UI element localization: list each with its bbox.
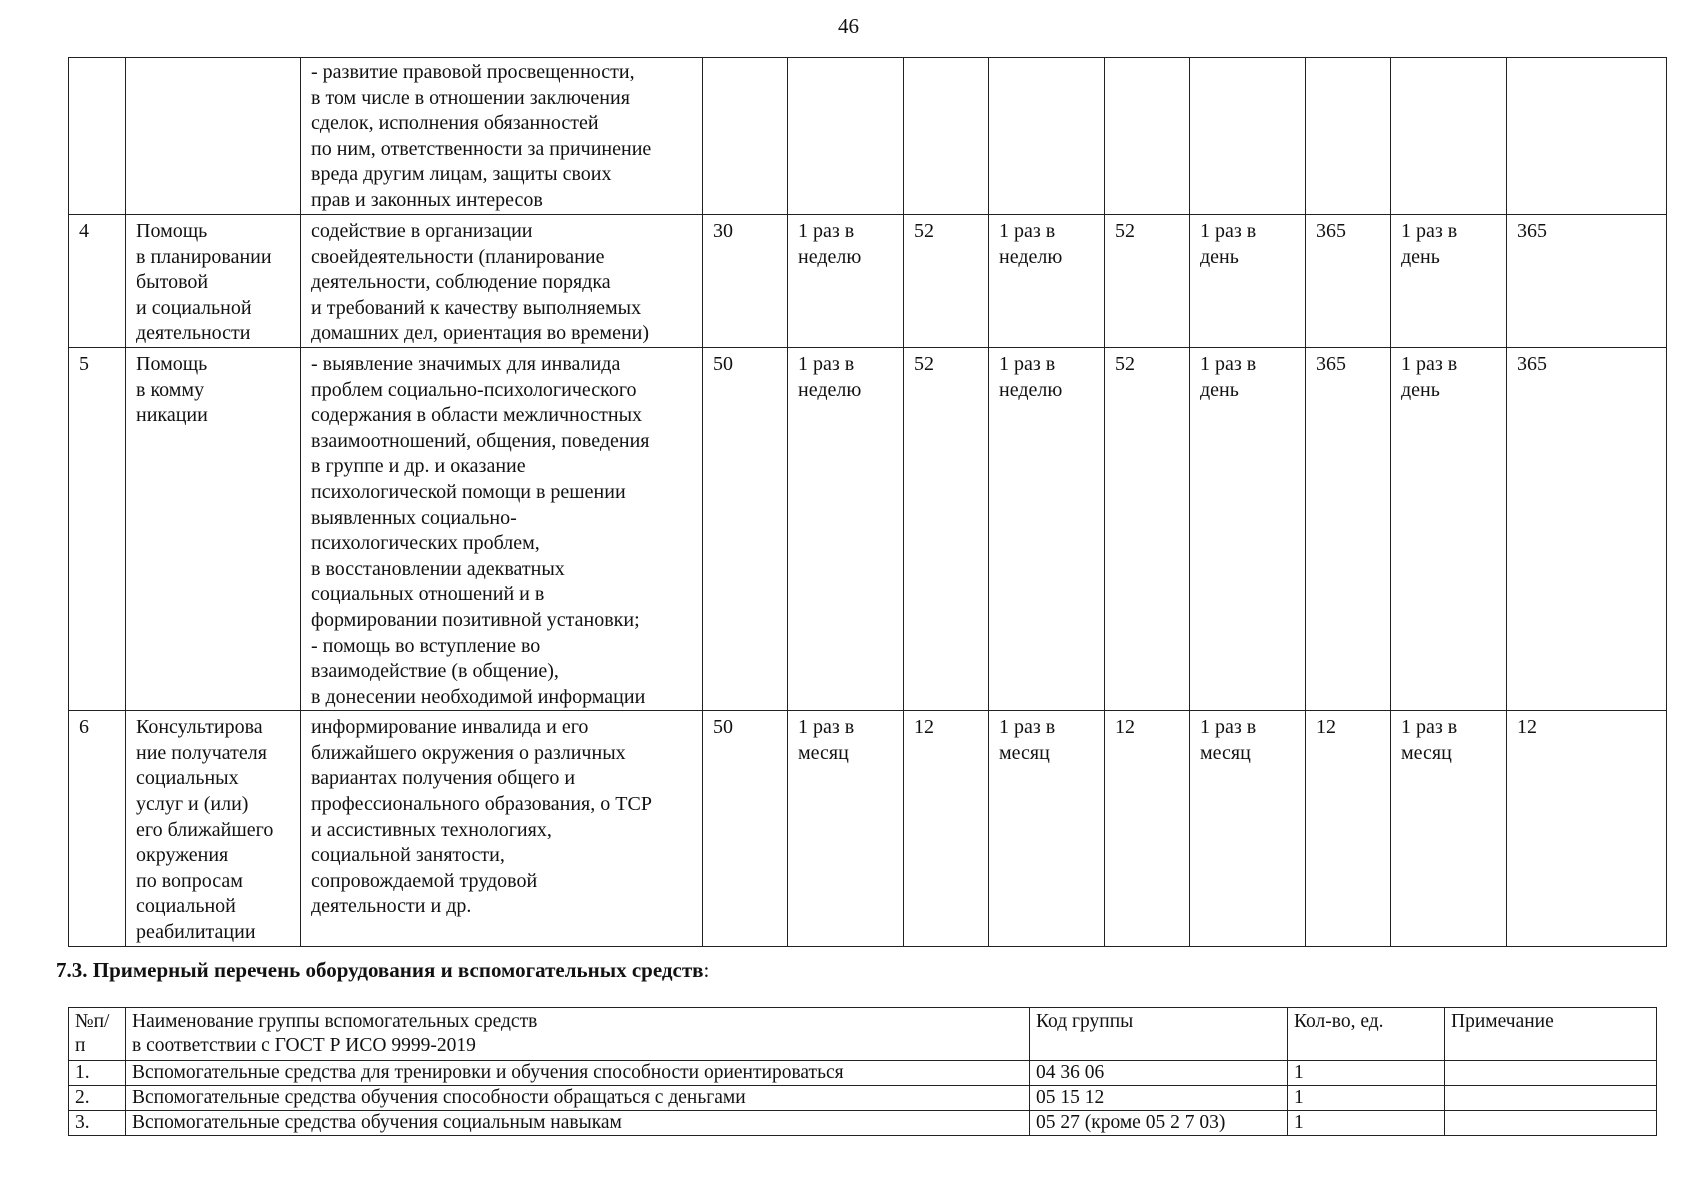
- frequency-cell: [989, 58, 1105, 215]
- table-row: [69, 347, 1667, 710]
- row-number: 6: [69, 711, 126, 946]
- group-code: 05 15 12: [1030, 1086, 1288, 1111]
- equipment-table: [68, 1007, 1657, 1136]
- service-duration: 30: [703, 215, 788, 348]
- count-cell: 52: [1105, 215, 1190, 348]
- header-note: Примечание: [1445, 1008, 1657, 1061]
- count-cell: 52: [904, 215, 989, 348]
- count-cell: 12: [1507, 711, 1667, 946]
- note: [1445, 1111, 1657, 1136]
- header-quantity: Кол-во, ед.: [1288, 1008, 1445, 1061]
- table-row: [69, 711, 1667, 946]
- section-heading-colon: :: [703, 958, 710, 982]
- service-description: - развитие правовой просвещенности, в том числе в отношении заключения сделок, исполнения обязанностей по ним, ответственности за причинение вреда другим лицам, защиты своих прав и законных интересов: [301, 58, 703, 215]
- services-table: [68, 57, 1667, 947]
- frequency-cell: 1 раз в день: [1391, 215, 1507, 348]
- service-duration: 50: [703, 711, 788, 946]
- quantity: 1: [1288, 1061, 1445, 1086]
- header-group-name: Наименование группы вспомогательных средств в соответствии с ГОСТ Р ИСО 9999-2019: [126, 1008, 1030, 1061]
- frequency-cell: 1 раз в неделю: [989, 347, 1105, 710]
- count-cell: 365: [1306, 347, 1391, 710]
- frequency-cell: 1 раз в месяц: [1391, 711, 1507, 946]
- row-number: 1.: [69, 1061, 126, 1086]
- service-duration: 50: [703, 347, 788, 710]
- group-name: Вспомогательные средства обучения социальным навыкам: [126, 1111, 1030, 1136]
- table-row: [69, 1061, 1657, 1086]
- quantity: 1: [1288, 1086, 1445, 1111]
- service-description: содействие в организации своейдеятельности (планирование деятельности, соблюдение порядка и требований к качеству выполняемых домашних дел, ориентация во времени): [301, 215, 703, 348]
- count-cell: [1105, 58, 1190, 215]
- count-cell: [904, 58, 989, 215]
- frequency-cell: [1391, 58, 1507, 215]
- section-heading-text: 7.3. Примерный перечень оборудования и вспомогательных средств: [56, 958, 704, 982]
- frequency-cell: 1 раз в день: [1391, 347, 1507, 710]
- service-name: Помощь в комму никации: [126, 347, 301, 710]
- frequency-cell: 1 раз в месяц: [1190, 711, 1306, 946]
- count-cell: 12: [1306, 711, 1391, 946]
- row-number: 3.: [69, 1111, 126, 1136]
- service-name: Помощь в планировании бытовой и социальной деятельности: [126, 215, 301, 348]
- count-cell: 12: [1105, 711, 1190, 946]
- frequency-cell: 1 раз в месяц: [788, 711, 904, 946]
- frequency-cell: [788, 58, 904, 215]
- service-description: информирование инвалида и его ближайшего окружения о различных вариантах получения общего и профессионального образования, о ТСР и ассистивных технологиях, социальной занятости, сопровождаемой трудовой деятельности и др.: [301, 711, 703, 946]
- service-name: Консультирова ние получателя социальных услуг и (или) его ближайшего окружения по вопросам социальной реабилитации: [126, 711, 301, 946]
- note: [1445, 1086, 1657, 1111]
- frequency-cell: [1190, 58, 1306, 215]
- table-row: [69, 1086, 1657, 1111]
- frequency-cell: 1 раз в день: [1190, 215, 1306, 348]
- header-number: №п/ п: [69, 1008, 126, 1061]
- table-row: [69, 58, 1667, 215]
- quantity: 1: [1288, 1111, 1445, 1136]
- count-cell: 365: [1306, 215, 1391, 348]
- frequency-cell: 1 раз в неделю: [989, 215, 1105, 348]
- count-cell: 52: [1105, 347, 1190, 710]
- service-duration: [703, 58, 788, 215]
- group-code: 05 27 (кроме 05 2 7 03): [1030, 1111, 1288, 1136]
- count-cell: 12: [904, 711, 989, 946]
- frequency-cell: 1 раз в неделю: [788, 347, 904, 710]
- table-row: [69, 215, 1667, 348]
- row-number: 4: [69, 215, 126, 348]
- group-name: Вспомогательные средства для тренировки и обучения способности ориентироваться: [126, 1061, 1030, 1086]
- count-cell: 365: [1507, 215, 1667, 348]
- row-number: 2.: [69, 1086, 126, 1111]
- service-name: [126, 58, 301, 215]
- count-cell: [1507, 58, 1667, 215]
- count-cell: 365: [1507, 347, 1667, 710]
- page-number: 46: [838, 14, 859, 38]
- table-row: [69, 1111, 1657, 1136]
- header-group-code: Код группы: [1030, 1008, 1288, 1061]
- note: [1445, 1061, 1657, 1086]
- service-description: - выявление значимых для инвалида проблем социально-психологического содержания в области межличностных взаимоотношений, общения, поведения в группе и др. и оказание психологической помощи в решении выявленных социально- психологических проблем, в восстановлении адекватных социальных отношений и в формировании позитивной установки; - помощь во вступление во взаимодействие (в общение), в донесении необходимой информации: [301, 347, 703, 710]
- row-number: [69, 58, 126, 215]
- group-name: Вспомогательные средства обучения способности обращаться с деньгами: [126, 1086, 1030, 1111]
- frequency-cell: 1 раз в месяц: [989, 711, 1105, 946]
- count-cell: [1306, 58, 1391, 215]
- table-header-row: [69, 1008, 1657, 1061]
- row-number: 5: [69, 347, 126, 710]
- count-cell: 52: [904, 347, 989, 710]
- section-heading: [56, 958, 709, 983]
- frequency-cell: 1 раз в неделю: [788, 215, 904, 348]
- group-code: 04 36 06: [1030, 1061, 1288, 1086]
- frequency-cell: 1 раз в день: [1190, 347, 1306, 710]
